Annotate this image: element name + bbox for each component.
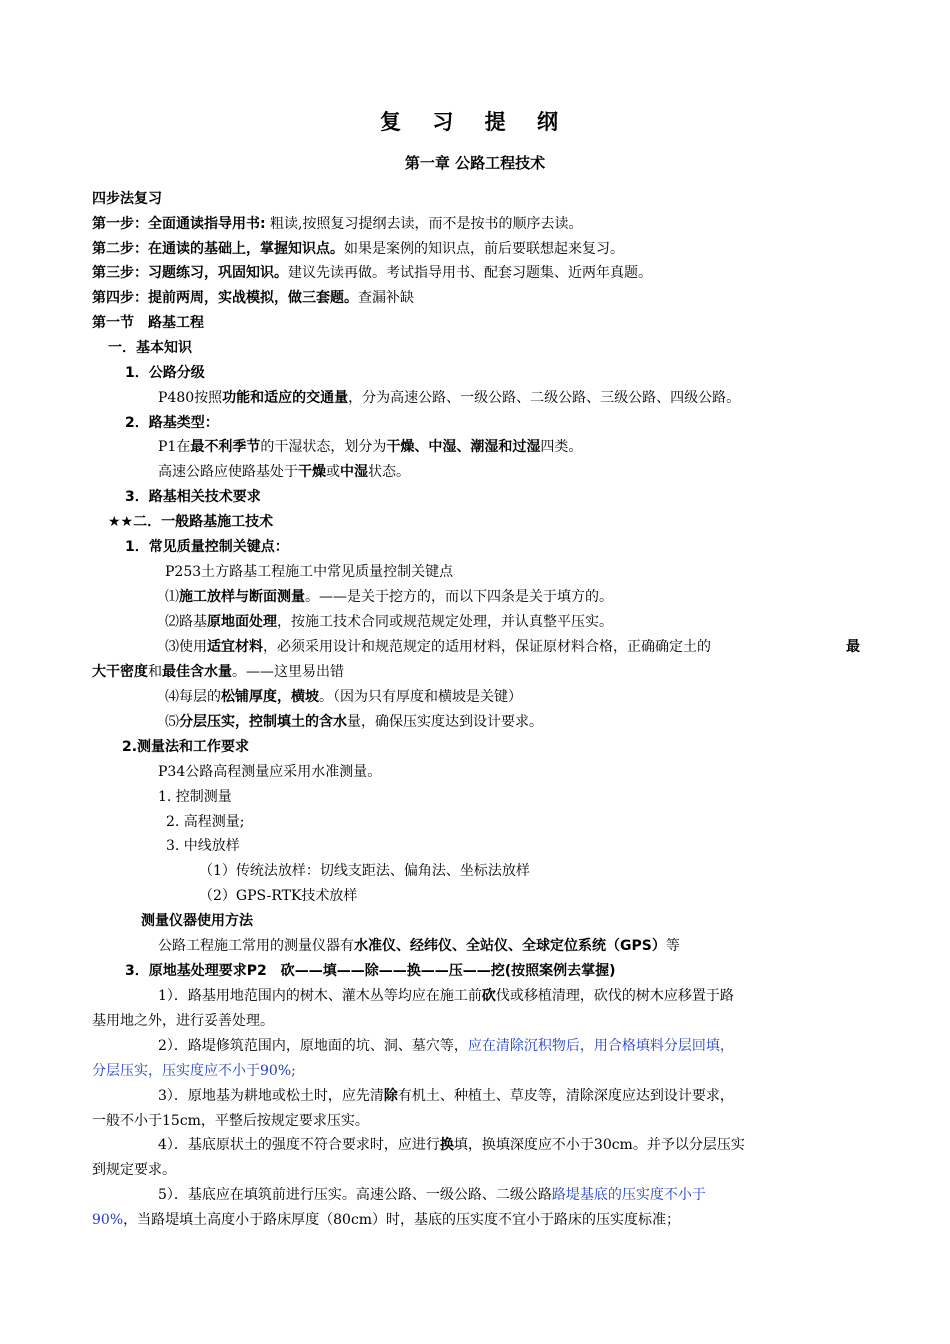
step-label: 第一步：全面通读指导用书: [92, 216, 266, 232]
list-item: 2. 高程测量; [166, 814, 245, 830]
text-line: ⑷每层的松铺厚度，横坡。（因为只有厚度和横坡是关键） [165, 689, 522, 705]
highlight-text: 90% [92, 1212, 124, 1228]
section-heading: 四步法复习 [92, 191, 162, 207]
text-line: ⑸分层压实，控制填土的含水量，确保压实度达到设计要求。 [165, 714, 543, 730]
section-heading: 3．路基相关技术要求 [125, 489, 261, 505]
section-heading: 2．路基类型： [125, 415, 219, 431]
step-text: 粗读,按照复习提纲去读，而不是按书的顺序去读。 [265, 216, 583, 232]
text-line: ⑶使用适宜材料，必须采用设计和规范规定的适用材料，保证原材料合格，正确确定土的 最 [165, 639, 860, 655]
chapter-heading: 第一章 公路工程技术 [404, 154, 546, 172]
highlight-text: 路堤基底的压实度不小于 [551, 1187, 706, 1203]
doc-title: 复 习 提 纲 [380, 110, 570, 134]
text-line: 高速公路应使路基处于干燥或中湿状态。 [158, 464, 410, 480]
step-label: 第二步：在通读的基础上，掌握知识点。 [92, 241, 344, 257]
step-text: 建议先读再做。考试指导用书、配套习题集、近两年真题。 [288, 265, 652, 281]
step-text: 如果是案例的知识点，前后要联想起来复习。 [344, 241, 624, 257]
text-line: 2）．路堤修筑范围内，原地面的坑、洞、墓穴等，应在清除沉积物后，用合格填料分层回填， [158, 1038, 734, 1054]
list-item: （2）GPS-RTK技术放样 [199, 888, 358, 904]
text-line: 1）．路基用地范围内的树木、灌木丛等均应在施工前砍伐或移植清理，砍伐的树木应移置于路 [158, 988, 734, 1004]
text-line: P34公路高程测量应采用水准测量。 [158, 764, 382, 780]
list-item: （1）传统法放样：切线支距法、偏角法、坐标法放样 [199, 863, 530, 879]
text-line: 3）．原地基为耕地或松土时，应先清除有机土、种植土、草皮等，清除深度应达到设计要求， [158, 1088, 734, 1104]
text-line: 基用地之外，进行妥善处理。 [92, 1013, 274, 1029]
section-heading: 2.测量法和工作要求 [122, 739, 250, 755]
text-line: P253土方路基工程施工中常见质量控制关键点 [165, 564, 454, 580]
text-line: 4）．基底原状土的强度不符合要求时，应进行换填，换填深度应不小于30cm。并予以分层压实 [158, 1137, 745, 1153]
section-heading: 1．常见质量控制关键点： [125, 539, 289, 555]
text-line: 大干密度和最佳含水量。——这里易出错 [92, 664, 344, 680]
section-heading: ★★二．一般路基施工技术 [108, 514, 274, 530]
text-line: 一般不小于15cm，平整后按规定要求压实。 [92, 1113, 369, 1129]
text-line [92, 286, 414, 310]
text-line: ⑵路基原地面处理，按施工技术合同或规范规定处理，并认真整平压实。 [165, 614, 613, 630]
text-line [92, 212, 583, 236]
text-line [92, 261, 652, 285]
text-line: P1在最不利季节的干湿状态，划分为干燥、中湿、潮湿和过湿四类。 [158, 439, 583, 455]
list-item: 1. 控制测量 [158, 789, 232, 805]
text-line: ⑴施工放样与断面测量。——是关于挖方的，而以下四条是关于填方的。 [165, 589, 613, 605]
section-heading: 3．原地基处理要求P2 砍——填——除——换——压——挖(按照案例去掌握) [125, 963, 616, 979]
step-label: 第四步：提前两周，实战模拟，做三套题。 [92, 290, 358, 306]
text-line: 90%，当路堤填土高度小于路床厚度（80cm）时，基底的压实度不宜小于路床的压实度标准； [92, 1212, 681, 1228]
text-line: P480按照功能和适应的交通量，分为高速公路、一级公路、二级公路、三级公路、四级公路。 [158, 390, 741, 406]
text-line: 公路工程施工常用的测量仪器有水准仪、经纬仪、全站仪、全球定位系统（GPS）等 [158, 938, 680, 954]
highlight-text: 分层压实，压实度应不小于90%; [92, 1063, 296, 1079]
highlight-text: 应在清除沉积物后，用合格填料分层回填， [467, 1038, 734, 1054]
text-line: 5）．基底应在填筑前进行压实。高速公路、一级公路、二级公路路堤基底的压实度不小于 [158, 1187, 706, 1203]
step-label: 第三步：习题练习，巩固知识。 [92, 265, 288, 281]
step-text: 查漏补缺 [358, 290, 414, 306]
section-heading: 测量仪器使用方法 [141, 913, 253, 929]
section-heading: 第一节 路基工程 [92, 315, 204, 331]
list-item: 3. 中线放样 [166, 838, 240, 854]
section-heading: 1．公路分级 [125, 365, 205, 381]
section-heading: 一．基本知识 [108, 340, 192, 356]
text-line: 到规定要求。 [92, 1162, 176, 1178]
text-line [92, 237, 624, 261]
